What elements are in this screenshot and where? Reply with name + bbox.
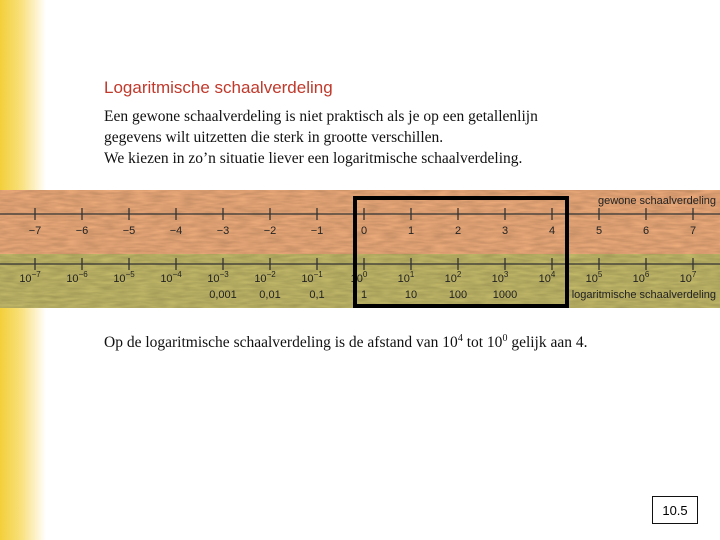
linear-scale-label: gewone schaalverdeling <box>597 195 716 207</box>
log-tick-label: $10^{-6}$ <box>66 270 88 285</box>
linear-tick-label: 5 <box>595 225 603 237</box>
log-tick-label: $10^2$ <box>444 270 462 285</box>
linear-tick-label: 1 <box>407 225 415 237</box>
log-scale-label: logaritmische schaalverdeling <box>571 289 716 301</box>
intro-line-1: Een gewone schaalverdeling is niet praktisch als je op een getallenlijn <box>104 108 538 125</box>
log-value-label: 10 <box>404 289 418 301</box>
log-tick-label: $10^{-5}$ <box>113 270 135 285</box>
conclusion-sentence <box>104 334 588 352</box>
linear-tick-label: −2 <box>263 225 277 237</box>
linear-tick-label: 2 <box>454 225 462 237</box>
log-tick-label: $10^6$ <box>632 270 650 285</box>
conclusion-part-3: gelijk aan 4. <box>507 334 588 351</box>
log-value-label: 0,001 <box>209 289 237 301</box>
linear-tick-label: 7 <box>689 225 697 237</box>
linear-tick-label: 4 <box>548 225 556 237</box>
linear-tick-label: −4 <box>169 225 183 237</box>
linear-tick-label: −3 <box>216 225 230 237</box>
slide-number: 10.5 <box>652 496 698 524</box>
number-line-figure <box>0 190 720 308</box>
log-tick-label: $10^{-3}$ <box>207 270 229 285</box>
linear-tick-label: −7 <box>28 225 42 237</box>
log-tick-label: $10^1$ <box>397 270 415 285</box>
intro-line-3: We kiezen in zo’n situatie liever een logaritmische schaalverdeling. <box>104 150 523 167</box>
linear-tick-label: −5 <box>122 225 136 237</box>
intro-line-2: gegevens wilt uitzetten die sterk in grootte verschillen. <box>104 129 444 146</box>
log-value-label: 100 <box>448 289 468 301</box>
conclusion-part-2: tot 10 <box>462 334 503 351</box>
exponent-0: 0 <box>502 332 508 344</box>
slide-title: Logaritmische schaalverdeling <box>104 78 333 97</box>
intro-paragraph <box>104 106 538 169</box>
log-value-label: 0,01 <box>259 289 281 301</box>
log-value-label: 0,1 <box>309 289 325 301</box>
log-tick-label: $10^4$ <box>538 270 556 285</box>
log-value-label: 1 <box>360 289 368 301</box>
exponent-4: 4 <box>457 332 463 344</box>
log-tick-label: $10^{-1}$ <box>301 270 323 285</box>
linear-tick-label: 3 <box>501 225 509 237</box>
linear-tick-label: 0 <box>360 225 368 237</box>
log-tick-label: $10^3$ <box>491 270 509 285</box>
conclusion-part-1: Op de logaritmische schaalverdeling is de afstand van 10 <box>104 334 458 351</box>
linear-tick-label: 6 <box>642 225 650 237</box>
log-tick-label: $10^7$ <box>679 270 697 285</box>
log-tick-label: $10^{-4}$ <box>160 270 182 285</box>
log-tick-label: $10^{-2}$ <box>254 270 276 285</box>
log-tick-label: $10^{-7}$ <box>19 270 41 285</box>
log-tick-label: $10^5$ <box>585 270 603 285</box>
linear-tick-label: −1 <box>310 225 324 237</box>
log-tick-label: $10^0$ <box>350 270 368 285</box>
linear-tick-label: −6 <box>75 225 89 237</box>
log-value-label: 1000 <box>492 289 518 301</box>
